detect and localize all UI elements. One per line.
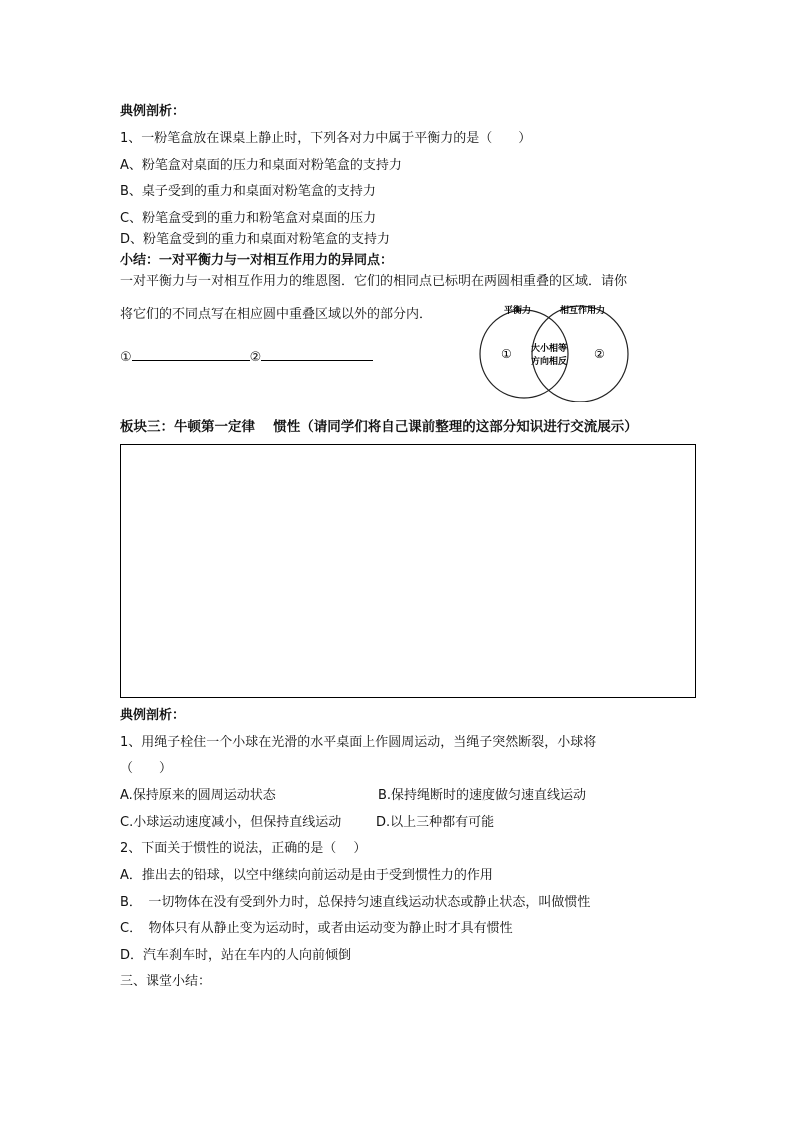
class-summary-heading: 三、课堂小结： [120, 974, 212, 989]
question-1-option-b: B、桌子受到的重力和桌面对粉笔盒的支持力 [120, 184, 376, 199]
question-2-1-option-a: A.保持原来的圆周运动状态 [120, 788, 276, 803]
section-3-title: 板块三：牛顿第一定律 惯性（请同学们将自己课前整理的这部分知识进行交流展示） [120, 419, 638, 435]
venn-left-mark: ① [501, 347, 512, 361]
question-2-2-option-b: B． 一切物体在没有受到外力时，总保持匀速直线运动状态或静止状态，叫做惯性 [120, 895, 591, 910]
summary-title: 小结：一对平衡力与一对相互作用力的异同点： [120, 253, 394, 268]
example-heading-1: 典例剖析： [120, 104, 186, 119]
question-2-2-option-a: A．推出去的铅球，以空中继续向前运动是由于受到惯性力的作用 [120, 868, 493, 883]
blank-2-mark: ② [249, 350, 262, 365]
question-1-option-a: A、粉笔盒对桌面的压力和桌面对粉笔盒的支持力 [120, 158, 402, 173]
question-2-1-paren: （ ） [120, 761, 173, 776]
venn-left-circle [480, 310, 568, 398]
venn-overlap-line-2: 方向相反 [531, 357, 568, 367]
question-2-1-stem: 1、用绳子栓住一个小球在光滑的水平桌面上作圆周运动，当绳子突然断裂，小球将 [120, 735, 597, 750]
question-2-2-option-c: C． 物体只有从静止变为运动时，或者由运动变为静止时才具有惯性 [120, 921, 513, 936]
question-2-1-option-b: B.保持绳断时的速度做匀速直线运动 [378, 788, 587, 803]
question-2-2-stem: 2、下面关于惯性的说法，正确的是（ ） [120, 841, 367, 856]
question-1-option-c: C、粉笔盒受到的重力和粉笔盒对桌面的压力 [120, 211, 377, 226]
venn-overlap-line-1: 大小相等 [531, 344, 568, 354]
blank-2-line[interactable] [261, 346, 373, 361]
notes-box[interactable] [120, 444, 696, 698]
venn-right-mark: ② [594, 347, 605, 361]
venn-right-circle [532, 306, 628, 402]
question-1-stem: 1、一粉笔盒放在课桌上静止时，下列各对力中属于平衡力的是（ ） [120, 131, 532, 146]
answer-blanks [120, 346, 373, 367]
summary-line-2: 将它们的不同点写在相应圆中重叠区域以外的部分内． [120, 307, 433, 322]
question-2-1-option-c: C.小球运动速度减小，但保持直线运动 [120, 815, 342, 830]
question-2-1-option-d: D.以上三种都有可能 [376, 815, 495, 830]
question-1-option-d: D、粉笔盒受到的重力和桌面对粉笔盒的支持力 [120, 232, 391, 247]
blank-1-mark: ① [120, 350, 132, 365]
summary-line-1: 一对平衡力与一对相互作用力的维恩图．它们的相同点已标明在两圆相重叠的区域．请你 [120, 274, 628, 289]
venn-left-label: 平衡力 [504, 306, 532, 316]
blank-1-line[interactable] [132, 346, 250, 361]
venn-diagram [478, 302, 630, 402]
venn-right-label: 相互作用力 [560, 306, 606, 316]
example-heading-2: 典例剖析： [120, 708, 186, 723]
question-2-2-option-d: D．汽车刹车时，站在车内的人向前倾倒 [120, 948, 352, 963]
